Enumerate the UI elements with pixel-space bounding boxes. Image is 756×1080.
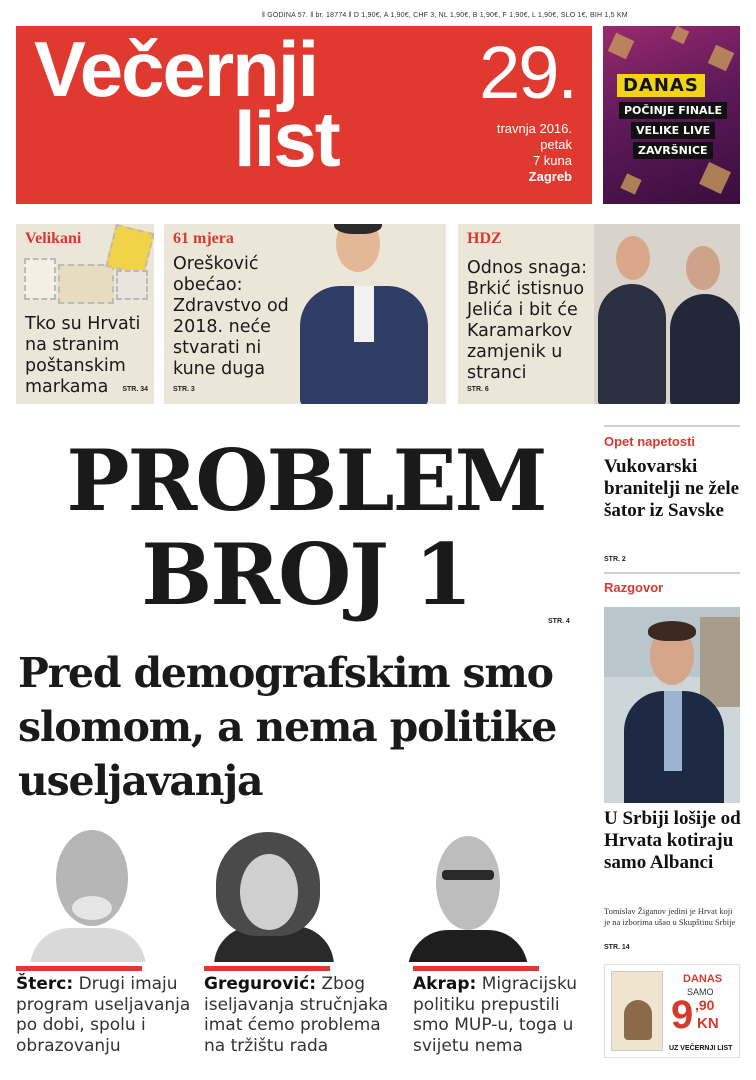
interview-caption: Tomislav Žiganov jedini je Hrvat koji je na izborima ušao u Skupštinu Srbije (604, 906, 736, 927)
quote-author: Akrap: (413, 974, 477, 994)
tv-promo[interactable] (603, 26, 740, 204)
headline-line-1: PROBLEM (66, 431, 546, 530)
promo-line-1: POČINJE FINALE (619, 102, 727, 119)
quote-bar (204, 966, 330, 971)
issue-price: 7 kuna (532, 153, 572, 168)
issue-day: 29. (479, 31, 576, 114)
headline-page: STR. 4 (548, 618, 570, 625)
book-promo[interactable] (604, 964, 740, 1058)
shirt-collar (354, 286, 374, 342)
portrait-akrap (396, 826, 546, 962)
quote-bar (413, 966, 539, 971)
teaser-page: STR. 6 (467, 386, 489, 393)
story-page: STR. 2 (604, 556, 626, 563)
decor-cube (699, 162, 731, 194)
book-promo-with: UZ VEČERNJI LIST (669, 1045, 733, 1052)
portrait-head (436, 836, 500, 930)
edition-info: ‖ GODINA 57. ‖ br. 18774 ‖ D 1,90€, A 1,90€, CHF 3, NL 1,90€, B 1,90€, F 1,90€, L 1,90€, SLO 1€, BIH 1,5 KM (262, 12, 628, 19)
stamp-image (58, 264, 114, 304)
decor-cube (708, 45, 735, 72)
book-promo-danas: DANAS (683, 973, 723, 985)
teaser-61-mjera[interactable] (164, 224, 446, 404)
story-page: STR. 14 (604, 944, 630, 951)
teaser-title: Tko su Hrvati na stranim poštanskim markama (25, 314, 141, 397)
story-title[interactable]: Vukovarski branitelji ne žele šator iz Savske (604, 456, 740, 521)
quote-gregurovic[interactable] (204, 974, 400, 1056)
quote-text: Zbog iseljavanja stručnjaka imat ćemo problema na tržištu rada (204, 974, 389, 1056)
decor-cube (608, 33, 635, 60)
issue-date-info (497, 121, 572, 185)
logo-line-1: Večernji (34, 26, 318, 113)
quote-sterc[interactable] (16, 974, 196, 1056)
book-cover (611, 971, 663, 1051)
main-headline[interactable] (16, 431, 596, 624)
person-hair (648, 621, 696, 641)
teaser-velikani[interactable] (16, 224, 154, 404)
teaser-kicker: HDZ (467, 230, 502, 247)
person-head (686, 246, 720, 290)
issue-city: Zagreb (528, 169, 572, 184)
logo[interactable] (34, 26, 339, 184)
person-photo (670, 294, 740, 404)
person-photo (598, 284, 666, 404)
main-subhead[interactable]: Pred demografskim smo slomom, a nema politike useljavanja (18, 649, 557, 805)
interview-photo[interactable] (604, 607, 740, 803)
portrait-body (408, 930, 528, 962)
teaser-page: STR. 34 (122, 386, 148, 393)
teaser-title: Odnos snaga: Brkić istisnuo Jelića i bit će Karamarkov zamjenik u stranci (467, 258, 588, 383)
quote-text: Migracijsku politiku prepustili smo MUP-u, toga u svijetu nema (413, 974, 578, 1056)
book-price-main: 9 (671, 993, 694, 1037)
issue-month-year: travnja 2016. (496, 121, 572, 136)
story-kicker: Razgovor (604, 580, 664, 595)
issue-weekday: petak (540, 137, 572, 152)
masthead[interactable] (16, 26, 592, 204)
stamp-image (105, 224, 154, 276)
story-kicker: Opet napetosti (604, 434, 696, 449)
headline-line-2: BROJ 1 (141, 525, 471, 624)
decor-cube (671, 26, 690, 44)
book-figure (624, 1000, 652, 1040)
person-shirt (664, 691, 682, 771)
stamp-image (116, 270, 148, 300)
building (700, 617, 740, 707)
portrait-beard (72, 896, 112, 920)
stamp-image (24, 258, 56, 300)
quote-author: Šterc: (16, 974, 74, 994)
teaser-title: Orešković obećao: Zdravstvo od 2018. neće stvarati ni kune duga (173, 254, 289, 379)
logo-line-2: list (234, 95, 339, 184)
portrait-glasses (442, 870, 494, 880)
divider (604, 572, 740, 574)
quote-text: Drugi imaju program useljavanja po dobi, spolu i obrazovanju (16, 974, 191, 1056)
portrait-head (240, 854, 298, 930)
portrait-sterc (16, 826, 154, 962)
promo-line-3: ZAVRŠNICE (633, 142, 713, 159)
teaser-page: STR. 3 (173, 386, 195, 393)
person-head (616, 236, 650, 280)
book-price-cents: ,90 (695, 997, 715, 1013)
divider (604, 425, 740, 427)
teaser-hdz[interactable] (458, 224, 740, 404)
promo-danas: DANAS (617, 74, 705, 97)
promo-line-2: VELIKE LIVE (631, 122, 715, 139)
book-price-currency: KN (697, 1015, 719, 1032)
portrait-body (30, 928, 146, 962)
quote-akrap[interactable] (413, 974, 593, 1056)
quote-author: Gregurović: (204, 974, 316, 994)
portrait-gregurovic (196, 826, 346, 962)
quote-bar (16, 966, 142, 971)
teaser-kicker: Velikani (25, 230, 82, 247)
decor-cube (620, 173, 641, 194)
book-promo-samo: SAMO (687, 987, 714, 997)
book-price (671, 993, 719, 1037)
teaser-kicker: 61 mjera (173, 230, 234, 247)
interview-title[interactable]: U Srbiji lošije od Hrvata kotiraju samo Albanci (604, 808, 741, 873)
